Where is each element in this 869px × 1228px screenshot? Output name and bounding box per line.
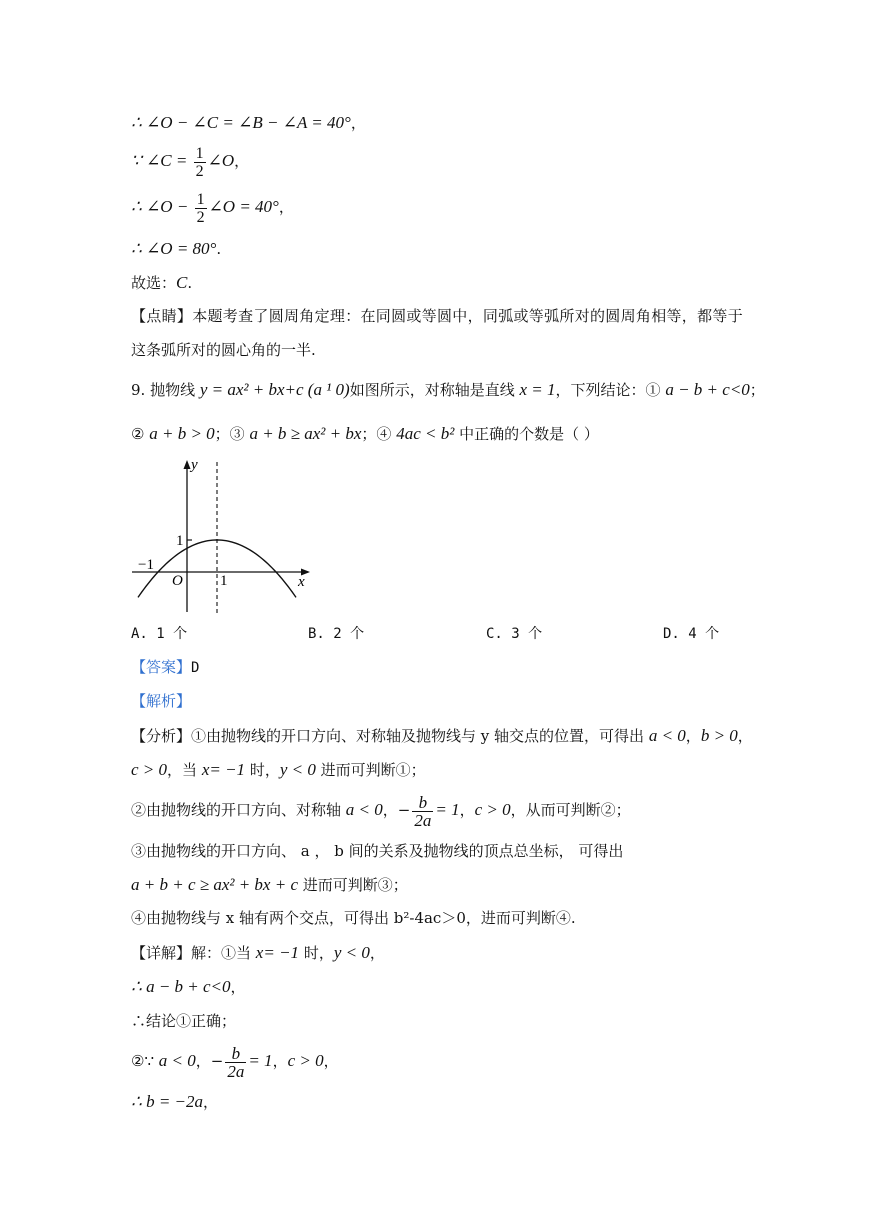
analysis-line-5: a + b + c ≥ ax² + bx + c 进而可判断③； — [131, 875, 408, 894]
solution-line-2: ∵ ∠C = $\frac{1}{2}$ ∠O， — [131, 144, 250, 180]
choice-a[interactable]: A. 1 个 — [131, 626, 188, 642]
answer-label: 【答案】 — [131, 658, 192, 676]
x-axis-label: x — [298, 574, 305, 590]
parabola-graph — [130, 456, 315, 616]
comment-line-2: 这条弧所对的圆心角的一半. — [131, 341, 316, 359]
solution-line-4: ∴ ∠O = 80°. — [131, 239, 222, 258]
question-9-line-2: ② a + b > 0；③ a + b ≥ ax² + bx；④ 4ac < b² 中正确的个数是（ ） — [131, 424, 599, 443]
analysis-line-3: ②由抛物线的开口方向、对称轴 a < 0，− $\frac{b}{2a}$ = 1，c > 0，从而可判断②； — [131, 792, 631, 830]
analysis-label: 【解析】 — [131, 692, 192, 710]
y-axis-label: y — [191, 457, 198, 473]
origin-label: O — [172, 573, 183, 589]
choice-d[interactable]: D. 4 个 — [663, 626, 720, 642]
solution-line-3: ∴ ∠O − $\frac{1}{2}$ ∠O = 40°， — [131, 190, 294, 226]
answer-line — [131, 656, 749, 679]
analysis-line-2: c > 0，当 x= −1 时，y < 0 进而可判断①； — [131, 760, 426, 779]
solution-line-5: 故选：C. — [131, 273, 193, 292]
analysis-line-4: ③由抛物线的开口方向、 a ， b 间的关系及抛物线的顶点总坐标， 可得出 — [131, 842, 624, 860]
choice-b[interactable]: B. 2 个 — [308, 626, 365, 642]
x-tick-label-1: 1 — [220, 573, 228, 589]
y-axis-arrow — [184, 460, 191, 469]
detail-line-2: ∴ a − b + c<0， — [131, 977, 246, 996]
fraction: $\frac{b}{2a}$ — [227, 1043, 245, 1081]
equation: ∴ ∠O − ∠C = ∠B − ∠A = 40° — [131, 113, 351, 132]
x-tick-label-minus-1: −1 — [138, 557, 154, 573]
analysis-line-6: ④由抛物线与 x 轴有两个交点，可得出 b²-4ac＞0，进而可判断④. — [131, 909, 576, 927]
comment-line-1: 【点睛】本题考查了圆周角定理：在同圆或等圆中，同弧或等弧所对的圆周角相等，都等于 — [131, 307, 744, 325]
detail-line-1: 【详解】解：①当 x= −1 时，y < 0， — [131, 943, 385, 962]
solution-line-1: ∴ ∠O − ∠C = ∠B − ∠A = 40°， — [131, 113, 366, 132]
question-9-line-1: 9. 抛物线 y = ax² + bx+c (a ¹ 0)如图所示，对称轴是直线 x = 1，下列结论：① a − b + c<0； — [131, 380, 765, 399]
fraction: $\frac{1}{2}$ — [195, 144, 204, 180]
choice-c[interactable]: C. 3 个 — [486, 626, 543, 642]
y-tick-label-1: 1 — [176, 533, 184, 549]
fraction: $\frac{b}{2a}$ — [414, 792, 432, 830]
detail-line-4: ②∵ a < 0，− $\frac{b}{2a}$ = 1，c > 0， — [131, 1043, 339, 1081]
answer-value: D — [191, 660, 200, 676]
detail-line-5: ∴ b = −2a， — [131, 1092, 219, 1111]
detail-line-3: ∴结论①正确； — [131, 1012, 237, 1030]
fraction: $\frac{1}{2}$ — [196, 190, 205, 226]
analysis-line-1: 【分析】①由抛物线的开口方向、对称轴及抛物线与 y 轴交点的位置，可得出 a < 0，b > 0， — [131, 726, 753, 745]
